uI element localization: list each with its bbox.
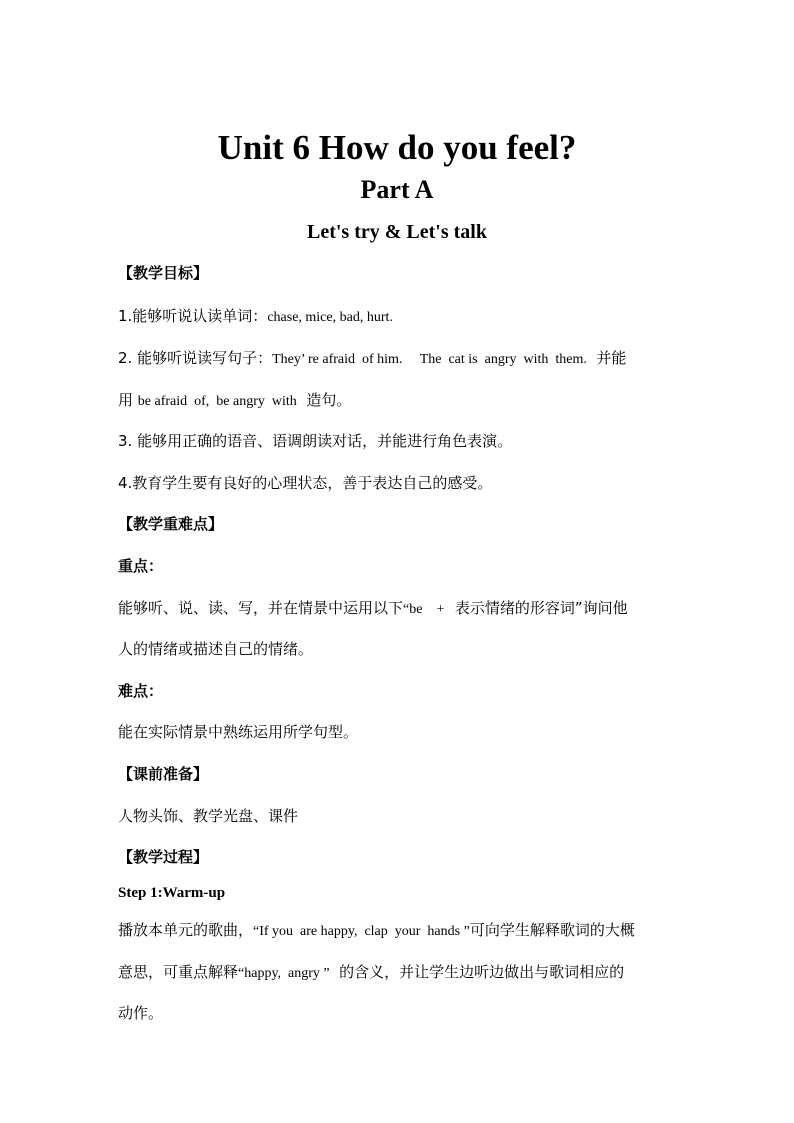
objective-2-cont-phrases: be afraid of, be angry with <box>137 394 297 409</box>
step-1-line-2-latin: “happy, angry ” <box>238 966 330 981</box>
step-1-title-text: Step 1:Warm-up <box>118 885 226 901</box>
objective-1-prefix: 1.能够听说认读单词： <box>118 307 268 325</box>
objective-2-cont-prefix: 用 <box>118 391 138 409</box>
focus-label: 重点： <box>118 557 164 575</box>
step-1-title <box>118 880 688 905</box>
focus-text-line-1 <box>118 596 688 622</box>
document-title: Unit 6 How do you feel? <box>217 128 577 167</box>
step-1-line-1-a: 播放本单元的歌曲， <box>118 921 254 939</box>
objective-2-prefix: 2. 能够听说读写句子： <box>118 349 273 367</box>
objective-2-cont-suffix: 造句。 <box>296 391 352 409</box>
objective-item-2 <box>118 346 688 372</box>
key-points-heading: 【教学重难点】 <box>118 515 224 533</box>
objective-2-suffix: 并能 <box>586 349 627 367</box>
step-1-line-1-b: 可向学生解释歌词的大概 <box>469 921 635 939</box>
step-1-line-2-b: 的含义，并让学生边听边做出与歌词相应的 <box>329 963 625 981</box>
preparation-text: 人物头饰、教学光盘、课件 <box>118 807 299 825</box>
focus-text-latin: “be + <box>403 602 455 617</box>
objective-1-words: chase, mice, bad, hurt. <box>267 310 393 325</box>
difficulty-label: 难点： <box>118 682 164 700</box>
focus-text-line-2: 人的情绪或描述自己的情绪。 <box>118 640 314 658</box>
focus-text-a: 能够听、说、读、写，并在情景中运用以下 <box>118 599 404 617</box>
focus-text-b: 表示情绪的形容词”询问他 <box>454 599 628 617</box>
step-1-line-1 <box>118 918 688 944</box>
objectives-heading: 【教学目标】 <box>118 264 209 282</box>
document-part: Part A <box>360 175 434 204</box>
objective-item-4: 4.教育学生要有良好的心理状态，善于表达自己的感受。 <box>118 474 493 492</box>
document-lesson: Let's try & Let's talk <box>307 221 487 243</box>
step-1-line-3: 动作。 <box>118 1004 164 1022</box>
objective-item-3: 3. 能够用正确的语音、语调朗读对话，并能进行角色表演。 <box>118 432 513 450</box>
objective-item-2-continued <box>118 388 688 414</box>
step-1-line-2 <box>118 960 688 986</box>
step-1-line-1-latin: “If you are happy, clap your hands ” <box>253 924 470 939</box>
preparation-heading: 【课前准备】 <box>118 765 209 783</box>
process-heading: 【教学过程】 <box>118 848 209 866</box>
objective-item-1 <box>118 304 688 330</box>
difficulty-text: 能在实际情景中熟练运用所学句型。 <box>118 723 359 741</box>
step-1-line-2-a: 意思，可重点解释 <box>118 963 239 981</box>
objective-2-sentences: They’ re afraid of him. The cat is angry with them. <box>272 352 587 367</box>
